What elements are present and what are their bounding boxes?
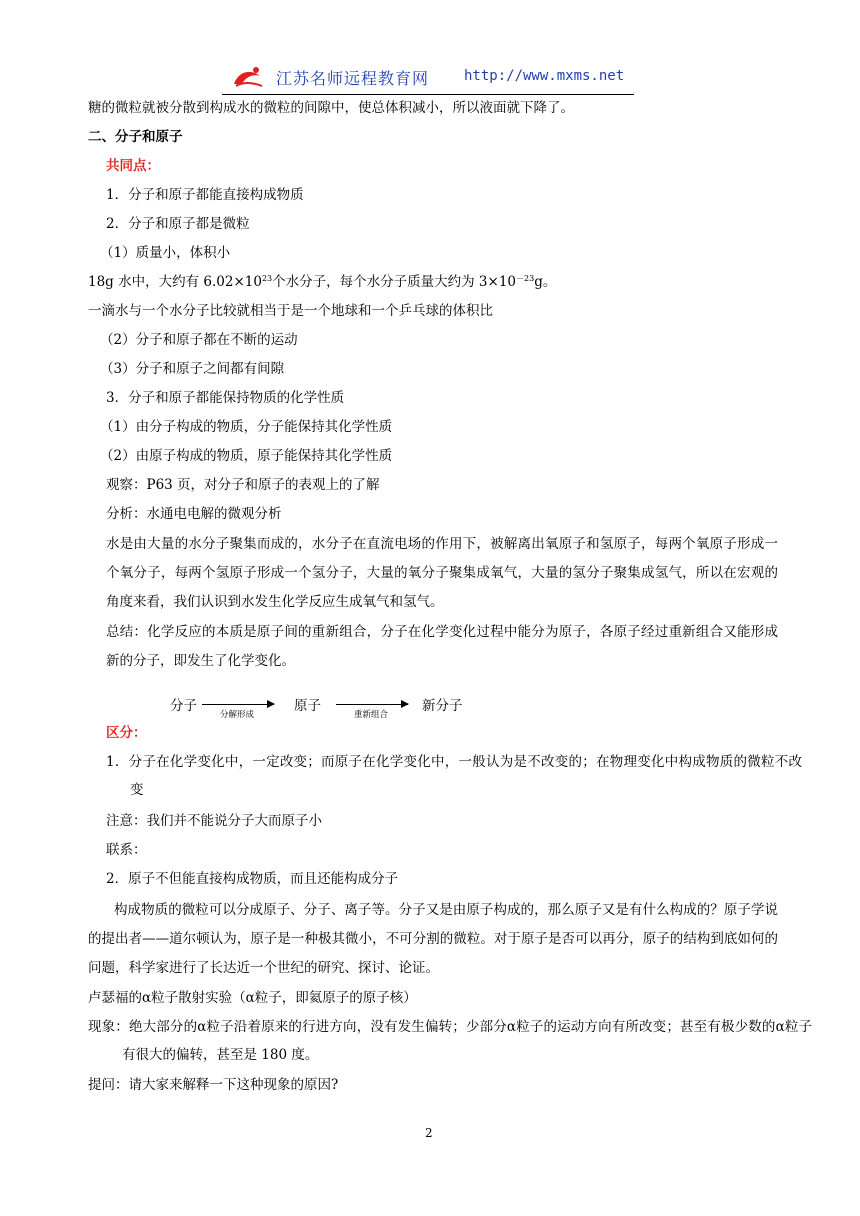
arrow-icon <box>202 704 274 720</box>
list-item: 1．分子和原子都能直接构成物质 <box>106 187 304 203</box>
list-item: （1）由分子构成的物质，分子能保持其化学性质 <box>100 419 393 435</box>
paragraph: 现象：绝大部分的α粒子沿着原来的行进方向，没有发生偏转；少部分α粒子的运动方向有所改变；甚至有极少数的α粒子有很大的偏转，甚至是 180 度。 <box>88 1019 812 1063</box>
list-item: 2．分子和原子都是微粒 <box>106 216 250 232</box>
section-heading: 二、分子和原子 <box>88 129 183 145</box>
list-item: 3．分子和原子都能保持物质的化学性质 <box>106 390 345 406</box>
text-part: 个水分子，每个水分子质量大约为 3×10 <box>272 274 517 290</box>
paragraph: 构成物质的微粒可以分成原子、分子、离子等。分子又是由原子构成的，那么原子又是有什么构成的？原子学说的提出者——道尔顿认为，原子是一种极其微小，不可分割的微粒。对于原子是否可以再分，原子的结构到底如何的问题，科学家进行了长达近一个世纪的研究、探讨、论证。 <box>88 902 778 976</box>
site-url[interactable]: http://www.mxms.net <box>464 68 625 84</box>
arrow-label: 分解形成 <box>220 710 255 720</box>
text-line: 观察：P63 页，对分子和原子的表观上的了解 <box>106 477 380 493</box>
text-line: 卢瑟福的α粒子散射实验（α粒子，即氦原子的原子核） <box>88 990 417 1006</box>
equation-new-molecule: 新分子 <box>422 698 463 714</box>
list-item: （1）质量小，体积小 <box>100 245 231 261</box>
text-line: 联系： <box>106 842 147 858</box>
text-line: 分析：水通电电解的微观分析 <box>106 506 282 522</box>
arrow-icon <box>336 704 408 720</box>
swan-logo-icon <box>230 62 264 92</box>
text-part: g。 <box>534 274 557 290</box>
text-line-formula <box>88 269 556 295</box>
equation-molecule: 分子 <box>170 698 197 714</box>
paragraph: 总结：化学反应的本质是原子间的重新组合，分子在化学变化过程中能分为原子，各原子经过重新组合又能形成新的分子，即发生了化学变化。 <box>106 624 778 669</box>
text-part: 18g 水中，大约有 6.02×10 <box>88 274 262 290</box>
list-item: （3）分子和原子之间都有间隙 <box>100 361 285 377</box>
text-line: 糖的微粒就被分散到构成水的微粒的间隙中，使总体积减小，所以液面就下降了。 <box>88 100 574 116</box>
equation-atom: 原子 <box>294 698 321 714</box>
superscript: －23 <box>516 274 535 283</box>
subheading-common: 共同点： <box>106 158 160 174</box>
text-line: 一滴水与一个水分子比较就相当于是一个地球和一个乒乓球的体积比 <box>88 303 493 319</box>
list-item: （2）分子和原子都在不断的运动 <box>100 332 298 348</box>
page-number: 2 <box>425 1126 433 1140</box>
list-item: （2）由原子构成的物质，原子能保持其化学性质 <box>100 448 393 464</box>
text-line: 注意：我们并不能说分子大而原子小 <box>106 813 322 829</box>
arrow-label: 重新组合 <box>354 710 389 720</box>
paragraph: 水是由大量的水分子聚集而成的，水分子在直流电场的作用下，被解离出氧原子和氢原子，每两个氧原子形成一个氧分子，每两个氢原子形成一个氢分子，大量的氧分子聚集成氧气，大量的氢分子聚集成氢气，所以在宏观的角度来看，我们认识到水发生化学反应生成氧气和氢气。 <box>106 536 778 610</box>
list-item: 1．分子在化学变化中，一定改变；而原子在化学变化中，一般认为是不改变的；在物理变化中构成物质的微粒不改变 <box>106 754 802 798</box>
list-item: 2．原子不但能直接构成物质，而且还能构成分子 <box>106 871 399 887</box>
text-line: 提问：请大家来解释一下这种现象的原因? <box>88 1077 339 1093</box>
superscript: 23 <box>261 274 273 283</box>
subheading-difference: 区分： <box>106 725 147 741</box>
page-header <box>222 58 634 96</box>
site-name: 江苏名师远程教育网 <box>276 69 430 88</box>
